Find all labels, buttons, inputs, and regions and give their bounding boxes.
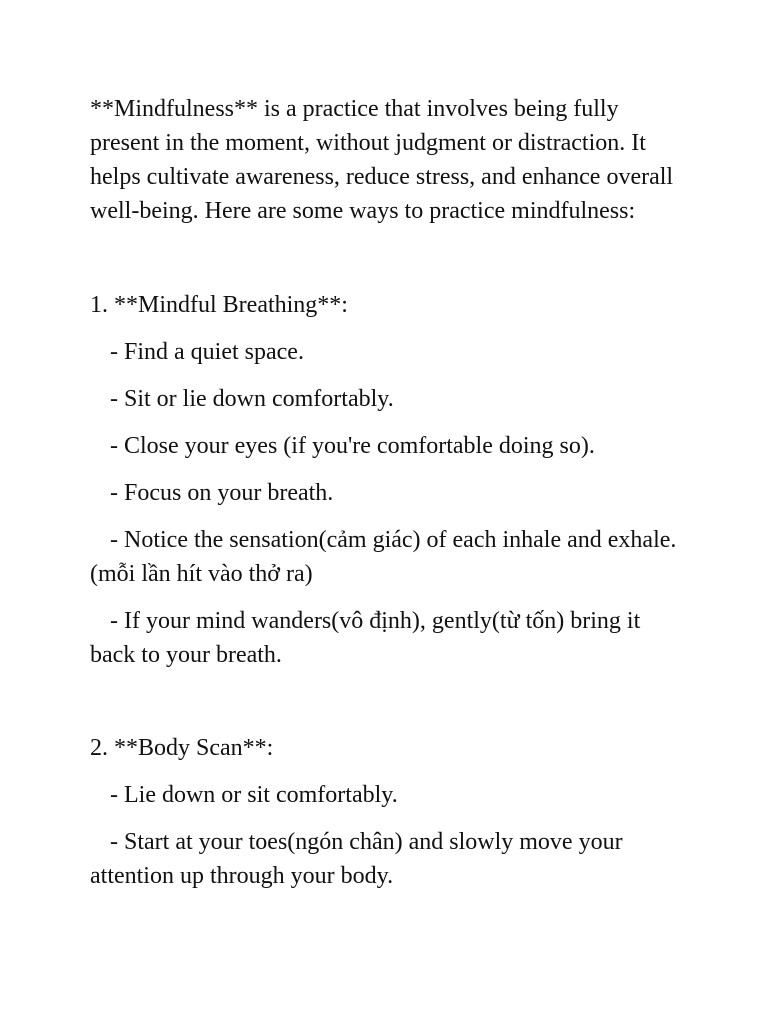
intro-paragraph: **Mindfulness** is a practice that involves being fully present in the moment, without judgment or distraction. It helps cultivate awareness, reduce stress, and enhance overall well-being. Here are some ways to practice mindfulness: — [90, 96, 674, 224]
list-item: - Focus on your breath. — [110, 480, 334, 506]
document-page — [90, 92, 690, 893]
section-body-scan — [90, 731, 690, 893]
section-heading: 1. **Mindful Breathing**: — [90, 292, 348, 318]
section-mindful-breathing — [90, 288, 690, 672]
list-item: - Notice the sensation(cảm giác) of each inhale and exhale.(mỗi lần hít vào thở ra) — [90, 527, 677, 587]
list-item: - Start at your toes(ngón chân) and slowly move your attention up through your body. — [90, 829, 623, 889]
list-item: - Sit or lie down comfortably. — [110, 386, 394, 412]
list-item: - Lie down or sit comfortably. — [110, 782, 398, 808]
list-item: - Find a quiet space. — [110, 339, 304, 365]
section-heading: 2. **Body Scan**: — [90, 735, 274, 761]
list-item: - If your mind wanders(vô định), gently(từ tốn) bring it back to your breath. — [90, 608, 641, 668]
list-item: - Close your eyes (if you're comfortable doing so). — [110, 433, 595, 459]
